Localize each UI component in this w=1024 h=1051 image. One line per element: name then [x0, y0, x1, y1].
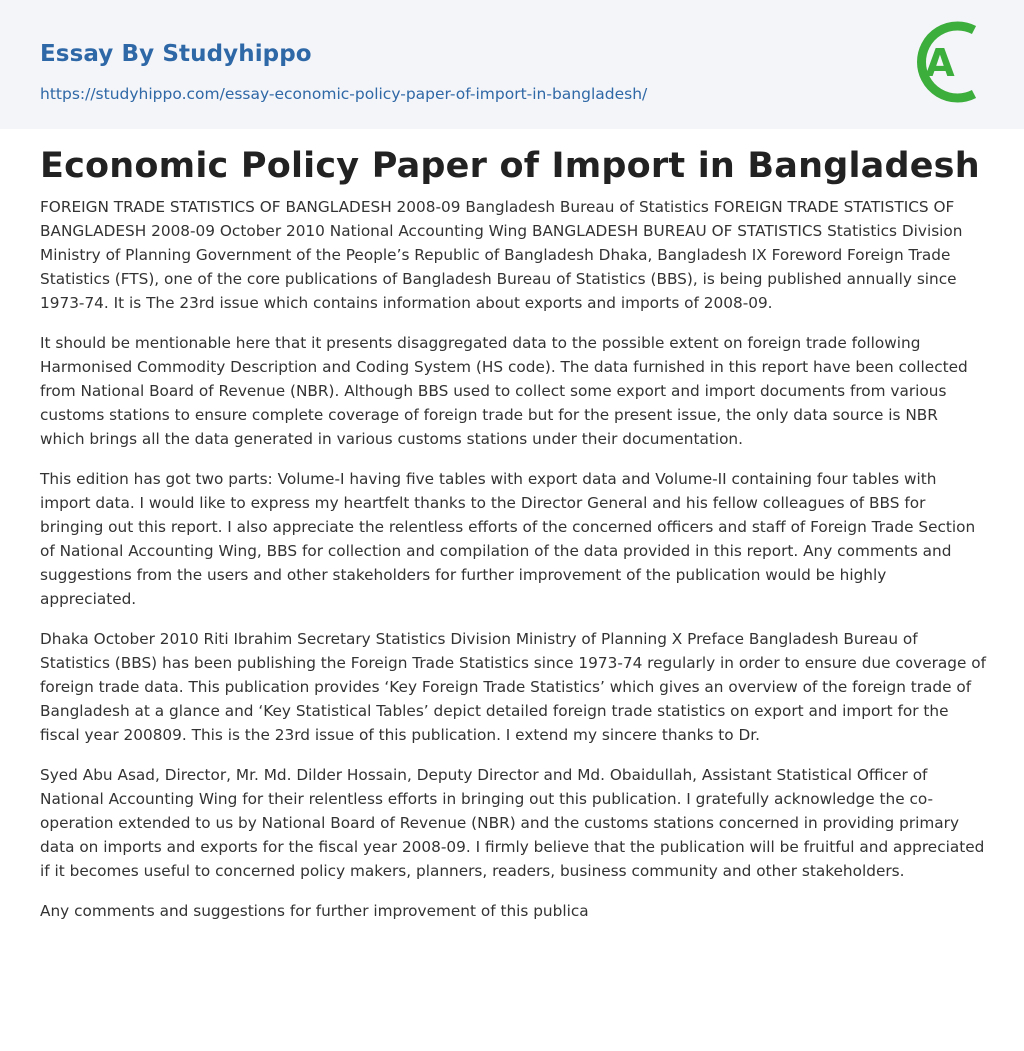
page-title: Economic Policy Paper of Import in Bangladesh: [40, 146, 980, 186]
paragraph: Any comments and suggestions for further improvement of this publica: [40, 902, 589, 920]
paragraph: This edition has got two parts: Volume-I having five tables with export data and Volume-II containing four tables with import data. I would like to express my heartfelt thanks to the Director General and his fellow colleagues of BBS for bringing out this report. I also appreciate the relentless efforts of the concerned officers and staff of Foreign Trade Section of National Accounting Wing, BBS for collection and compilation of the data provided in this report. Any comments and suggestions from the users and other stakeholders for further improvement of the publication would be highly appreciated.: [40, 470, 976, 608]
essay-url-link[interactable]: https://studyhippo.com/essay-economic-policy-paper-of-import-in-bangladesh/: [40, 85, 648, 103]
paragraph: FOREIGN TRADE STATISTICS OF BANGLADESH 2008-09 Bangladesh Bureau of Statistics FOREIGN TRADE STATISTICS OF BANGLADESH 2008-09 October 2010 National Accounting Wing BANGLADESH BUREAU OF STATISTICS Statistics Division Ministry of Planning Government of the People’s Republic of Bangladesh Dhaka, Bangladesh IX Foreword Foreign Trade Statistics (FTS), one of the core publications of Bangladesh Bureau of Statistics (BBS), is being published annually since 1973-74. It is The 23rd issue which contains information about exports and imports of 2008-09.: [40, 198, 963, 312]
paragraph: Dhaka October 2010 Riti Ibrahim Secretary Statistics Division Ministry of Planning X Preface Bangladesh Bureau of Statistics (BBS) has been publishing the Foreign Trade Statistics since 1973-74 regularly in order to ensure due coverage of foreign trade data. This publication provides ‘Key Foreign Trade Statistics’ which gives an overview of the foreign trade of Bangladesh at a glance and ‘Key Statistical Tables’ depict detailed foreign trade statistics on export and import for the fiscal year 200809. This is the 23rd issue of this publication. I extend my sincere thanks to Dr.: [40, 630, 986, 744]
paragraph: It should be mentionable here that it presents disaggregated data to the possible extent on foreign trade following Harmonised Commodity Description and Coding System (HS code). The data furnished in this report have been collected from National Board of Revenue (NBR). Although BBS used to collect some export and import documents from various customs stations to ensure complete coverage of foreign trade but for the present issue, the only data source is NBR which brings all the data generated in various customs stations under their documentation.: [40, 334, 968, 448]
logo-letter: A: [925, 41, 955, 85]
essay-body: [40, 195, 986, 939]
paragraph: Syed Abu Asad, Director, Mr. Md. Dilder Hossain, Deputy Director and Md. Obaidullah, Assistant Statistical Officer of National Accounting Wing for their relentless efforts in bringing out this publication. I gratefully acknowledge the co-operation extended to us by National Board of Revenue (NBR) and the customs stations concerned in providing primary data on imports and exports for the fiscal year 2008-09. I firmly believe that the publication will be fruitful and appreciated if it becomes useful to concerned policy makers, planners, readers, business community and other stakeholders.: [40, 766, 985, 880]
site-header: [0, 0, 1024, 129]
studyhippo-logo-icon[interactable]: [908, 18, 988, 106]
site-brand[interactable]: Essay By Studyhippo: [40, 41, 312, 67]
